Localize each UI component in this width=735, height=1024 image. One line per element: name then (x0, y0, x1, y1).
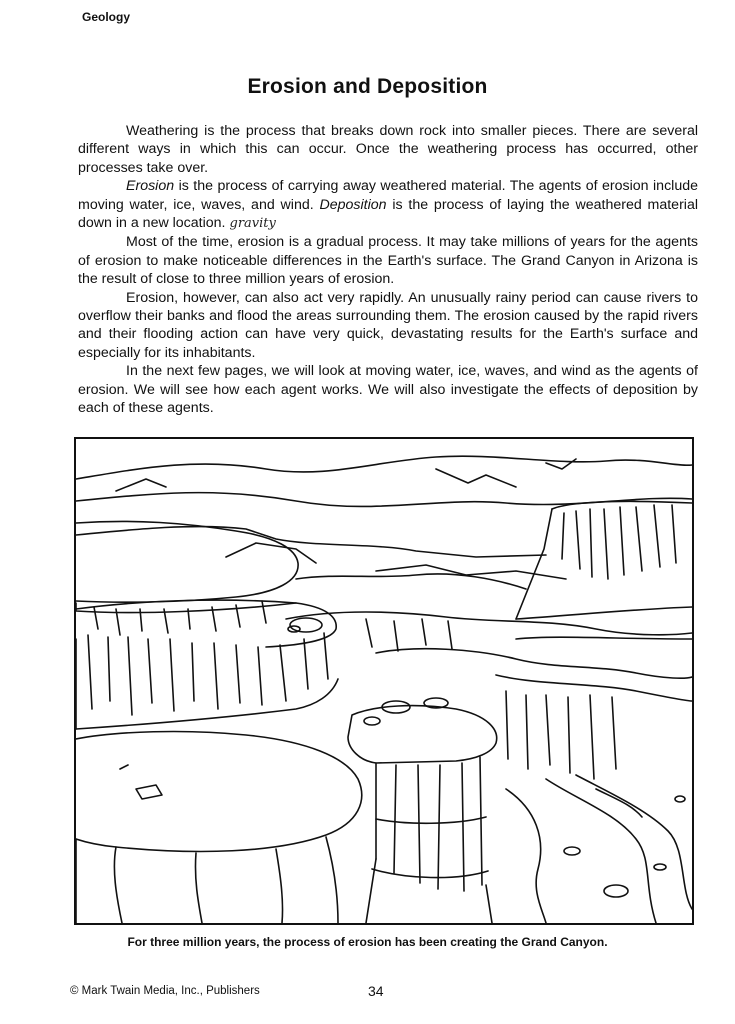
paragraph-erosion-definition (78, 177, 698, 233)
canyon-drawing (76, 439, 692, 923)
erosion-definition-text: is the process of carrying away weathered material. The agents of erosion include moving water, ice, waves, and wind. (78, 178, 698, 213)
grand-canyon-illustration (74, 437, 694, 925)
body-text (78, 122, 698, 418)
publisher-credit: © Mark Twain Media, Inc., Publishers (70, 985, 260, 997)
paragraph-next-pages: In the next few pages, we will look at moving water, ice, waves, and wind as the agents of erosion. We will see how each agent works. We will also investigate the effects of deposition by each of these agents. (78, 363, 698, 417)
paragraph-rapid-erosion: Erosion, however, can also act very rapidly. An unusually rainy period can cause rivers to overflow their banks and flood the areas surrounding them. The erosion caused by the rapid rivers and their flooding action can have very quick, devastating results for the Earth's surface and especially for its inhabitants. (78, 289, 698, 361)
term-deposition: Deposition (319, 196, 387, 213)
figure-caption: For three million years, the process of erosion has been creating the Grand Canyon. (127, 935, 608, 949)
page-title: Erosion and Deposition (247, 75, 488, 98)
paragraph-weathering: Weathering is the process that breaks down rock into smaller pieces. There are several different ways in which this can occur. Once the weathering process has occurred, other processes take over. (78, 123, 698, 176)
subject-header: Geology (82, 10, 131, 24)
deposition-definition-text: is the process of laying the weathered material down in a new location. (78, 196, 698, 232)
handwritten-note: gravity (229, 216, 276, 232)
page-number: 34 (368, 983, 384, 999)
term-erosion: Erosion (126, 178, 175, 195)
paragraph-gradual-erosion: Most of the time, erosion is a gradual process. It may take millions of years for the agents of erosion to make noticeable differences in the Earth's surface. The Grand Canyon in Arizona is the result of close to three million years of erosion. (78, 234, 698, 288)
